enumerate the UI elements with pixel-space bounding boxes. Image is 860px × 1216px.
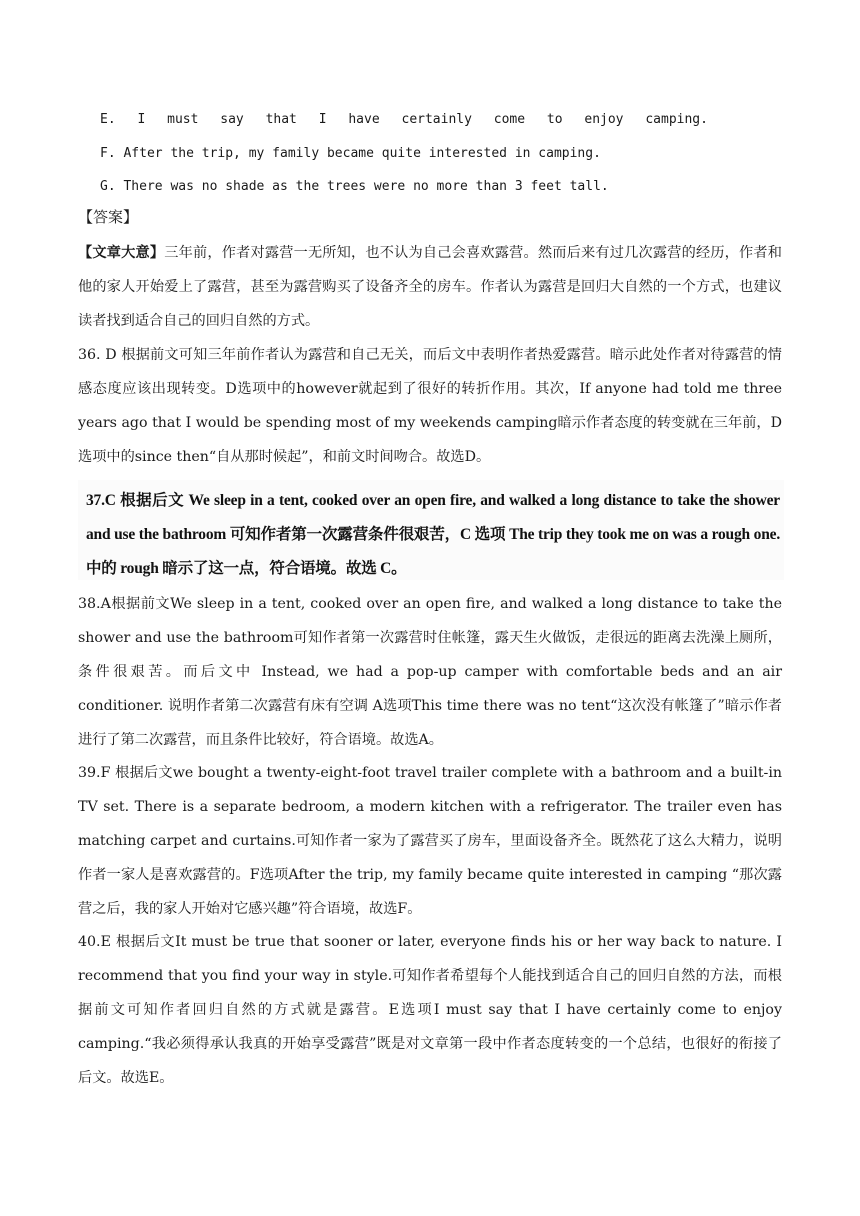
summary-paragraph: [78, 236, 782, 338]
explanation-38: 38.A根据前文We sleep in a tent, cooked over an open fire, and walked a long distance to take the shower and use the bathroom可知作者第一次露营时住帐篷，露天生火做饭，走很远的距离去洗澡上厕所，条件很艰苦。而后文中 Instead, we had a pop-up camper with comfortable beds and an air conditioner. 说明作者第二次露营有床有空调 A选项This time there was no tent“这次没有帐篷了”暗示作者进行了第二次露营，而且条件比较好，符合语境。故选A。: [78, 596, 782, 748]
option-e: E. I must say that I have certainly come to enjoy camping.: [100, 112, 708, 127]
summary-label: 【文章大意】: [78, 245, 165, 261]
explanation-37: 37.C 根据后文 We sleep in a tent, cooked over an open fire, and walked a long distance to take the shower and use the bathroom 可知作者第一次露营条件很艰苦，C 选项 The trip they took me on was a rough one.中的 rough 暗示了这一点，符合语境。故选 C。: [86, 492, 780, 577]
summary-text: 三年前，作者对露营一无所知，也不认为自己会喜欢露营。然而后来有过几次露营的经历，作者和他的家人开始爱上了露营，甚至为露营购买了设备齐全的房车。作者认为露营是回归大自然的一个方式，也建议读者找到适合自己的回归自然的方式。: [78, 245, 782, 329]
explanation-39: 39.F 根据后文we bought a twenty-eight-foot travel trailer complete with a bathroom and a built-in TV set. There is a separate bedroom, a modern kitchen with a refrigerator. The trailer even has matching carpet and curtains.可知作者一家为了露营买了房车，里面设备齐全。既然花了这么大精力，说明作者一家人是喜欢露营的。F选项After the trip, my family became quite interested in camping “那次露营之后，我的家人开始对它感兴趣”符合语境，故选F。: [78, 765, 782, 917]
explanation-36: 36. D 根据前文可知三年前作者认为露营和自己无关，而后文中表明作者热爱露营。暗示此处作者对待露营的情感态度应该出现转变。D选项中的however就起到了很好的转折作用。其次，If anyone had told me three years ago that I would be spending most of my weekends camping暗示作者态度的转变就在三年前，D选项中的since then“自从那时候起”，和前文时间吻合。故选D。: [78, 347, 782, 465]
explanation-40: 40.E 根据后文It must be true that sooner or later, everyone finds his or her way back to nature. I recommend that you find your way in style.可知作者希望每个人能找到适合自己的回归自然的方法，而根据前文可知作者回归自然的方式就是露营。E选项I must say that I have certainly come to enjoy camping.“我必须得承认我真的开始享受露营”既是对文章第一段中作者态度转变的一个总结，也很好的衔接了后文。故选E。: [78, 934, 782, 1086]
option-g: G. There was no shade as the trees were no more than 3 feet tall.: [100, 179, 609, 194]
option-f: F. After the trip, my family became quite interested in camping.: [100, 146, 601, 161]
scanned-explanation-image: [78, 480, 784, 580]
answer-heading: 【答案】: [78, 208, 139, 226]
